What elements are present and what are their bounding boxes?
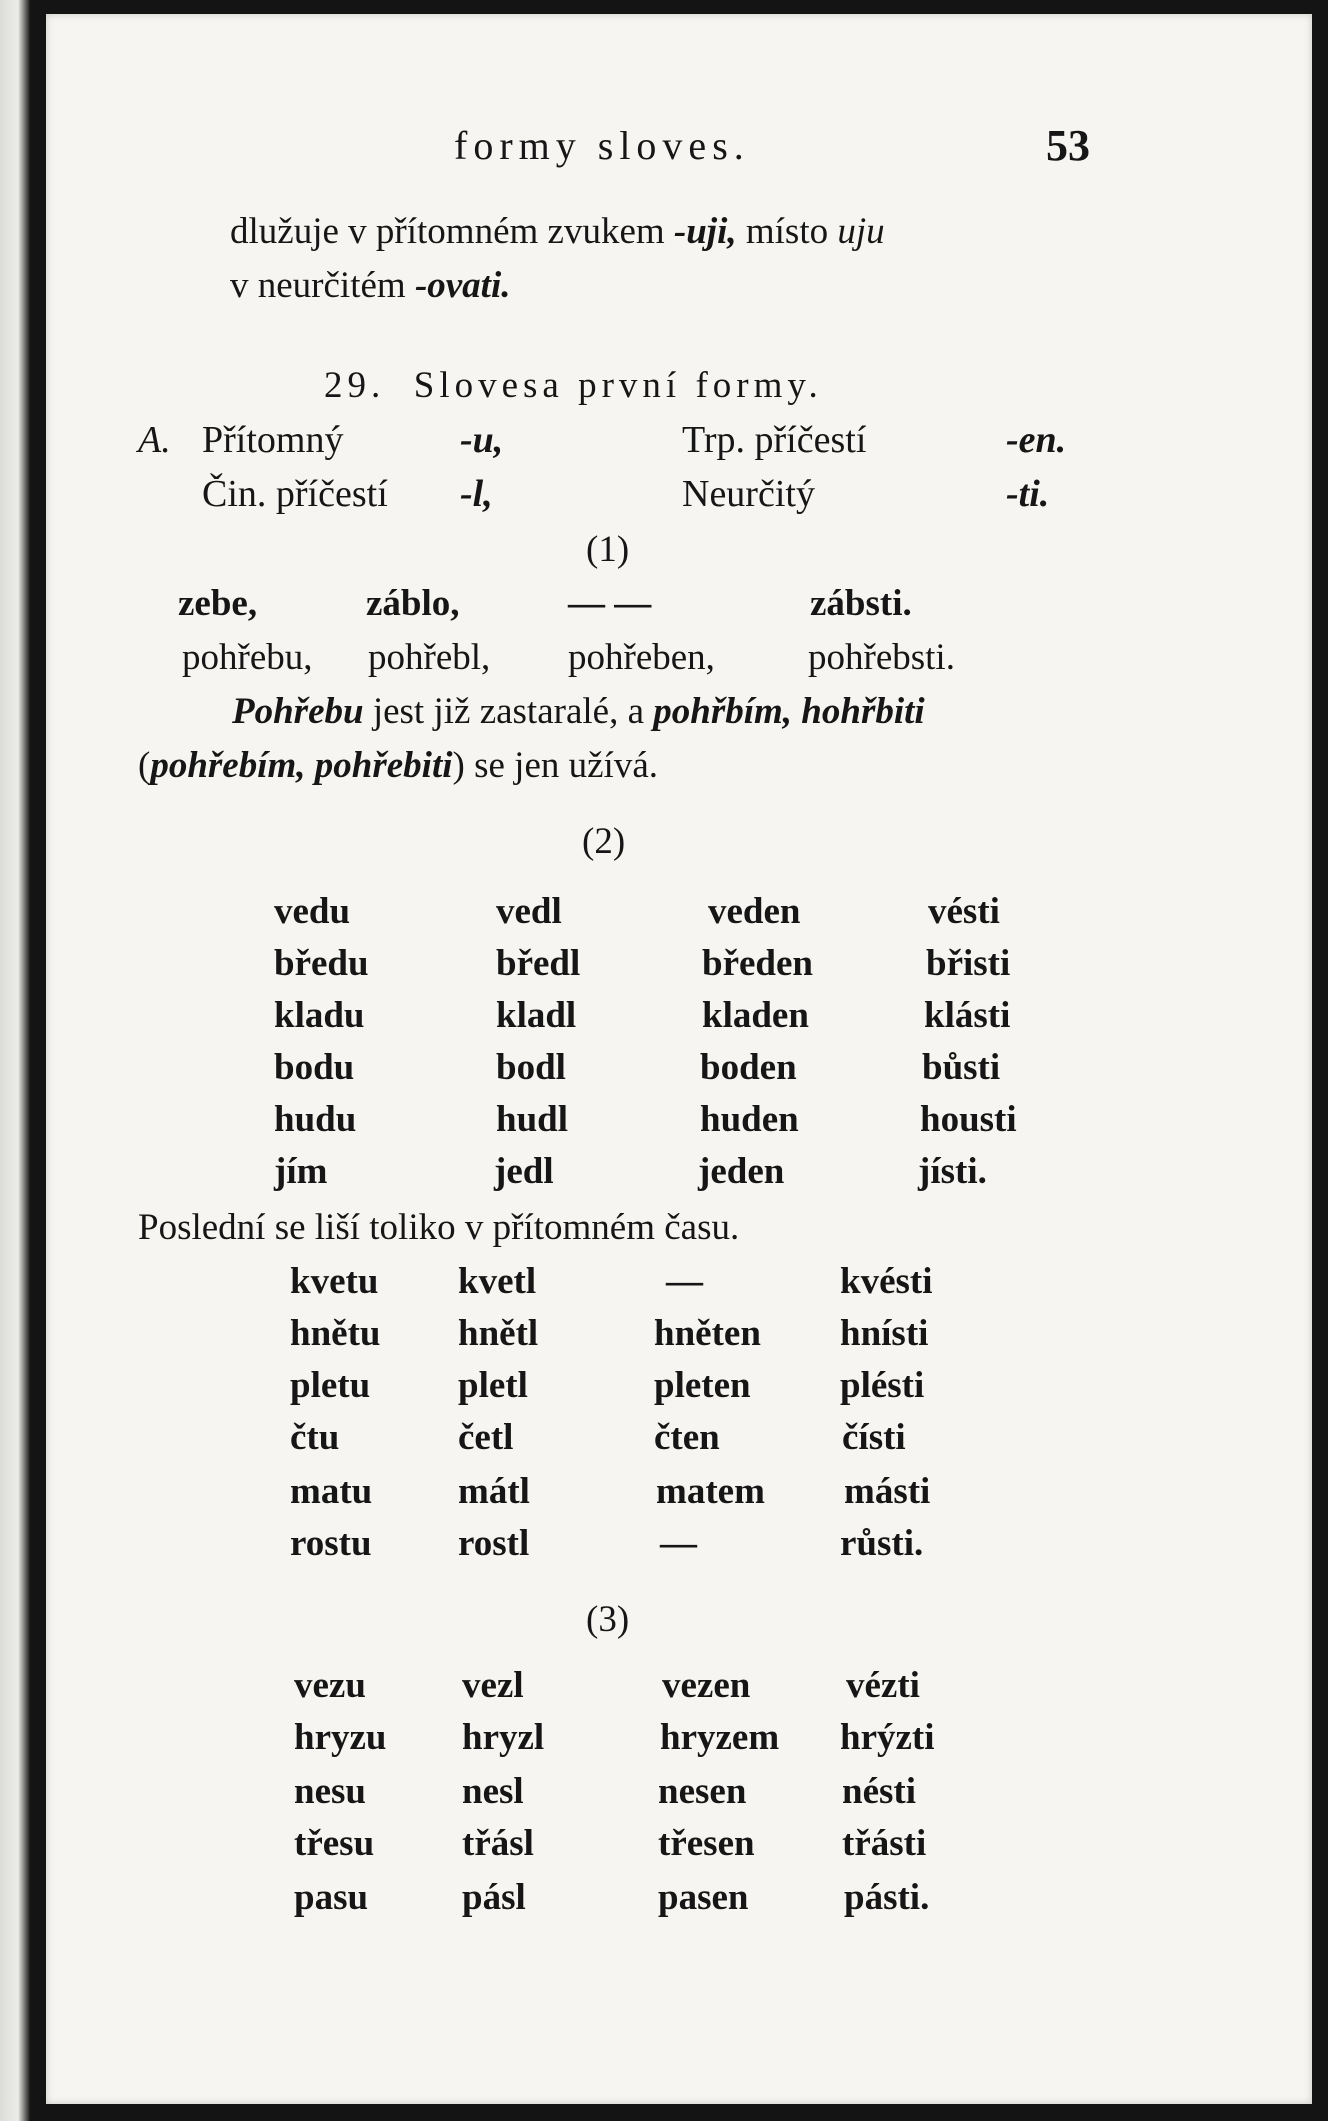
suffix-ovati: -ovati. xyxy=(414,265,511,306)
form-suffix: -u, xyxy=(460,419,504,461)
verb-form: hněten xyxy=(654,1313,761,1354)
book-page xyxy=(46,14,1312,2104)
group2-note: Poslední se liší toliko v přítomném času. xyxy=(138,1207,740,1248)
verb-form: matem xyxy=(656,1471,765,1512)
verb-form: — xyxy=(660,1523,697,1564)
verb-form: kvetl xyxy=(458,1261,537,1302)
verb-form: břisti xyxy=(926,943,1011,984)
group-label-3: (3) xyxy=(586,1599,630,1640)
verb-form: jedl xyxy=(494,1151,554,1192)
form-suffix: -en. xyxy=(1006,419,1067,461)
verb-form: másti xyxy=(844,1471,931,1512)
verb-form: klásti xyxy=(924,995,1011,1036)
previous-page-edge xyxy=(0,0,30,2121)
verb-form: mátl xyxy=(458,1471,530,1512)
verb-form: hudu xyxy=(274,1099,357,1140)
group1-note-line-1 xyxy=(232,690,925,733)
page-number: 53 xyxy=(1046,121,1090,170)
note-text: ( xyxy=(138,745,151,786)
verb-form: jísti. xyxy=(918,1151,987,1192)
group1-note-line-2 xyxy=(138,744,658,787)
verb-form: plésti xyxy=(840,1365,925,1406)
form-label: Trp. příčestí xyxy=(682,419,867,461)
verb-form: čten xyxy=(654,1417,720,1458)
section-title: Slovesa první formy. xyxy=(413,365,823,406)
verb-form: hnětu xyxy=(290,1313,381,1354)
verb-form: zábsti. xyxy=(810,583,912,624)
verb-form: nesen xyxy=(658,1771,747,1812)
verb-form: hryzem xyxy=(660,1717,780,1758)
verb-form: — xyxy=(666,1261,703,1302)
verb-form: jím xyxy=(274,1151,328,1192)
verb-form: třesen xyxy=(658,1823,755,1864)
verb-form: kvésti xyxy=(840,1261,933,1302)
verb-form: pletl xyxy=(458,1365,528,1406)
verb-form: hrýzti xyxy=(840,1717,935,1758)
form-label: Neurčitý xyxy=(682,473,815,515)
verb-form: kvetu xyxy=(290,1261,379,1302)
verb-form: pásti. xyxy=(844,1877,930,1918)
verb-form: bředl xyxy=(496,943,581,984)
section-number: 29. xyxy=(324,365,386,406)
verb-form: kladen xyxy=(702,995,809,1036)
suffix-uji: -uji, xyxy=(673,211,737,252)
verb-form: — — xyxy=(568,583,652,624)
verb-form: jeden xyxy=(698,1151,785,1192)
verb-form: bředu xyxy=(274,943,369,984)
verb-form: pohřebsti. xyxy=(808,637,955,678)
suffix-uju: uju xyxy=(837,211,885,252)
verb-form: vézti xyxy=(846,1665,920,1706)
running-title: formy sloves. xyxy=(454,123,750,168)
verb-form: vezen xyxy=(662,1665,751,1706)
verb-form: hryzu xyxy=(294,1717,387,1758)
group-label-2: (2) xyxy=(582,821,626,862)
verb-form: třásti xyxy=(842,1823,927,1864)
section-heading xyxy=(324,364,823,407)
verb-form: pletu xyxy=(290,1365,371,1406)
verb-form: pohřebu, xyxy=(182,637,313,678)
verb-form: bůsti xyxy=(922,1047,1001,1088)
group-label-1: (1) xyxy=(586,529,630,570)
verb-form: housti xyxy=(920,1099,1017,1140)
verb-form: nesu xyxy=(294,1771,366,1812)
verb-form: pasen xyxy=(658,1877,749,1918)
form-label: Přítomný xyxy=(202,419,344,461)
section-letter: A. xyxy=(138,419,171,461)
verb-form: hudl xyxy=(496,1099,569,1140)
verb-form: bředen xyxy=(702,943,813,984)
intro-text: v neurčitém xyxy=(230,265,415,306)
verb-form: vedu xyxy=(274,891,351,932)
verb-form: hnětl xyxy=(458,1313,539,1354)
verb-form: třásl xyxy=(462,1823,534,1864)
verb-form: rostu xyxy=(290,1523,372,1564)
note-italic: pohřebím, pohřebiti xyxy=(150,745,453,786)
intro-text: dlužuje v přítomném zvukem xyxy=(230,211,674,252)
intro-text: místo xyxy=(736,211,838,252)
verb-form: čísti xyxy=(842,1417,906,1458)
verb-form: hnísti xyxy=(840,1313,929,1354)
note-text: ) se jen užívá. xyxy=(452,745,659,786)
verb-form: nesl xyxy=(462,1771,524,1812)
verb-form: vezl xyxy=(462,1665,524,1706)
verb-form: zebe, xyxy=(178,583,258,624)
verb-form: vezu xyxy=(294,1665,366,1706)
form-label: Čin. příčestí xyxy=(202,473,388,515)
verb-form: pásl xyxy=(462,1877,526,1918)
verb-form: pasu xyxy=(294,1877,369,1918)
verb-form: čtu xyxy=(290,1417,340,1458)
intro-line-2 xyxy=(230,264,511,307)
verb-form: boden xyxy=(700,1047,797,1088)
verb-form: bodu xyxy=(274,1047,355,1088)
verb-form: četl xyxy=(458,1417,514,1458)
verb-form: záblo, xyxy=(366,583,460,624)
verb-form: kladl xyxy=(496,995,577,1036)
verb-form: huden xyxy=(700,1099,799,1140)
note-italic: Pohřebu xyxy=(232,691,364,732)
verb-form: růsti. xyxy=(840,1523,924,1564)
verb-form: vedl xyxy=(496,891,562,932)
form-suffix: -l, xyxy=(460,473,493,515)
verb-form: pohřeben, xyxy=(568,637,715,678)
verb-form: vésti xyxy=(928,891,1000,932)
verb-form: matu xyxy=(290,1471,373,1512)
verb-form: veden xyxy=(708,891,801,932)
verb-form: kladu xyxy=(274,995,365,1036)
form-suffix: -ti. xyxy=(1006,473,1050,515)
verb-form: rostl xyxy=(458,1523,530,1564)
verb-form: pohřebl, xyxy=(368,637,491,678)
verb-form: pleten xyxy=(654,1365,751,1406)
verb-form: nésti xyxy=(842,1771,916,1812)
verb-form: třesu xyxy=(294,1823,375,1864)
verb-form: hryzl xyxy=(462,1717,545,1758)
note-text: jest již zastaralé, a xyxy=(363,691,654,732)
note-italic: pohřbím, hohřbiti xyxy=(653,691,925,732)
intro-line-1 xyxy=(230,210,885,253)
verb-form: bodl xyxy=(496,1047,566,1088)
